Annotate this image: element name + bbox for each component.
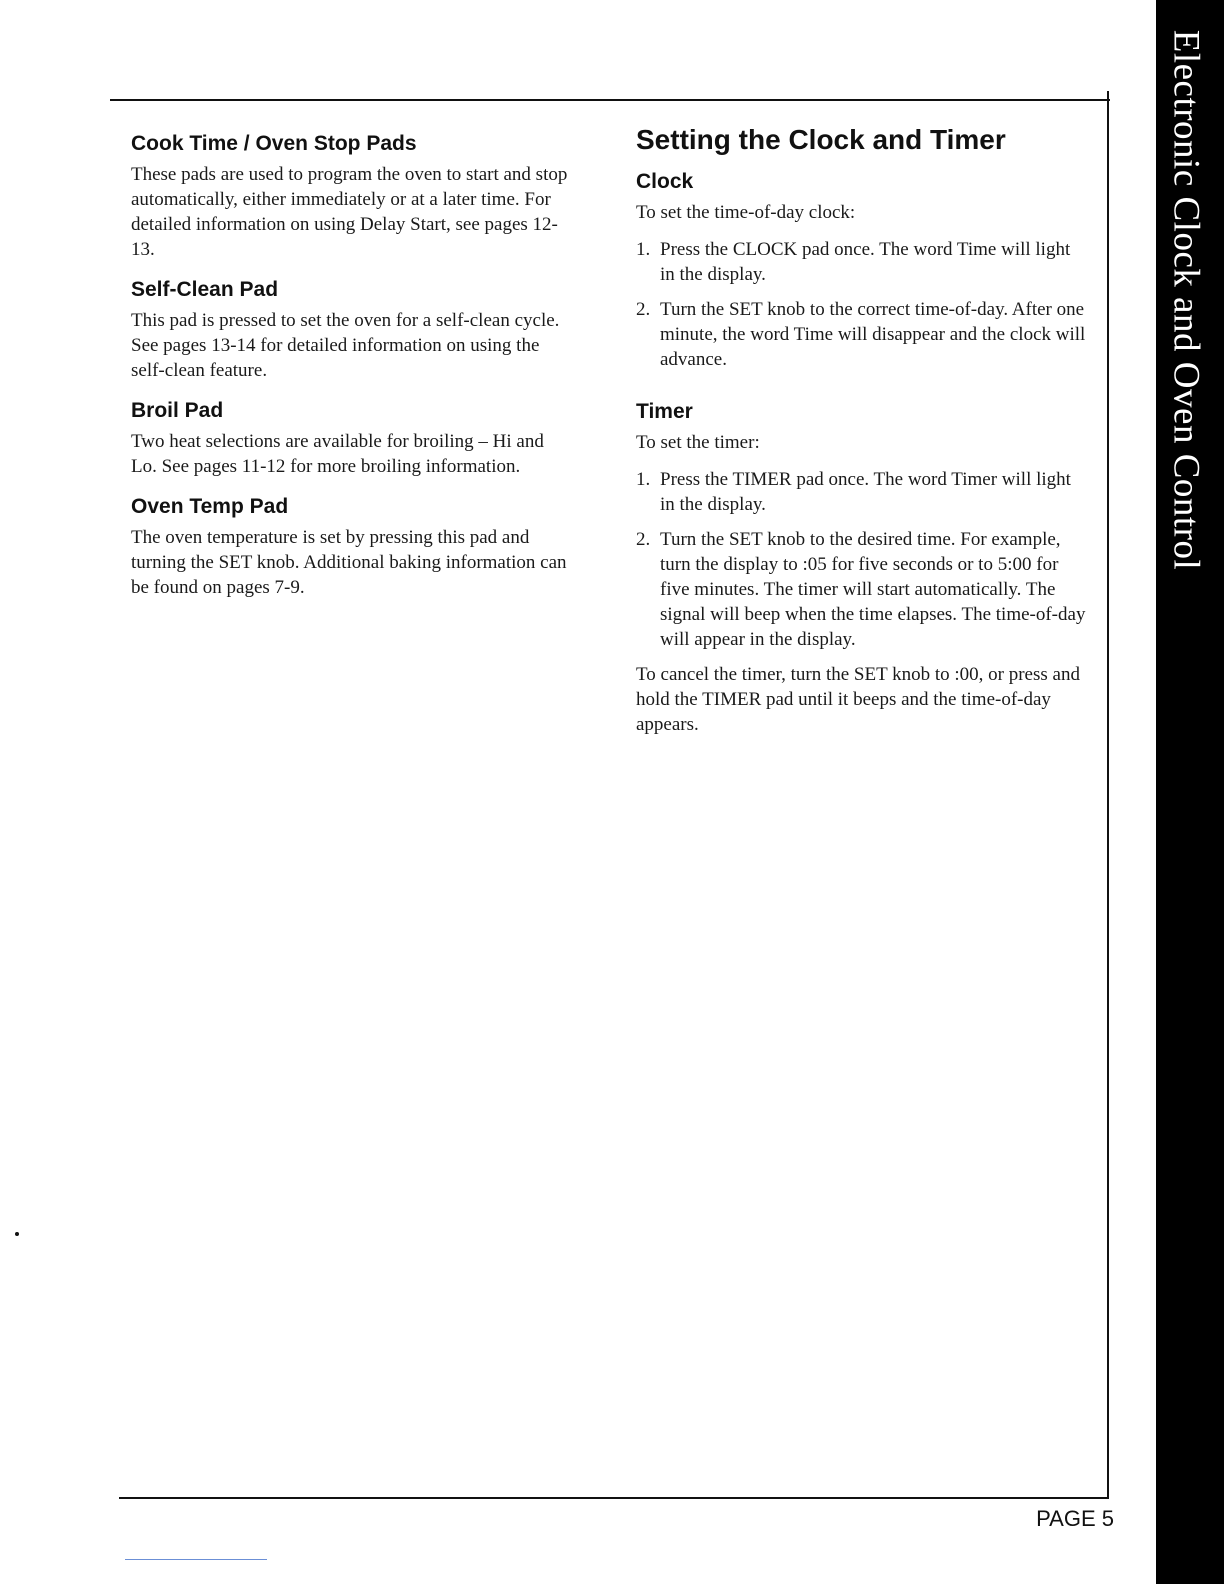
page-title: Setting the Clock and Timer <box>636 124 1006 155</box>
section-heading: Oven Temp Pad <box>131 495 289 518</box>
section-heading: Broil Pad <box>131 399 224 422</box>
page-number: PAGE 5 <box>1036 1506 1114 1531</box>
section-heading: Self-Clean Pad <box>131 278 279 301</box>
clock-intro: To set the time-of-day clock: <box>636 202 856 223</box>
clock-heading: Clock <box>636 170 694 193</box>
section-text: These pads are used to program the oven to start and stop automatically, either immediately or at a later time. For detailed information on using Delay Start, see pages 12-13. <box>131 164 568 260</box>
section-text: Two heat selections are available for broiling – Hi and Lo. See pages 11-12 for more broiling information. <box>131 431 544 477</box>
step-text: Press the CLOCK pad once. The word Time will light in the display. <box>660 239 1071 285</box>
top-rule <box>110 99 1110 101</box>
step-text: Turn the SET knob to the correct time-of-day. After one minute, the word Time will disappear and the clock will advance. <box>660 299 1086 370</box>
scan-artifact-dot <box>15 1232 19 1236</box>
left-column <box>131 132 571 616</box>
step-number: 1. <box>636 239 651 260</box>
side-tab-title: Electronic Clock and Oven Control <box>1165 29 1207 571</box>
section-broil <box>131 399 571 479</box>
list-item <box>636 527 1086 652</box>
step-text: Press the TIMER pad once. The word Timer will light in the display. <box>660 469 1071 515</box>
right-rule <box>1107 91 1109 1499</box>
section-text: The oven temperature is set by pressing this pad and turning the SET knob. Additional baking information can be found on pages 7-9. <box>131 527 567 598</box>
section-oven-temp <box>131 495 571 600</box>
section-cook-time <box>131 132 571 262</box>
list-item <box>636 237 1086 287</box>
timer-cancel-text: To cancel the timer, turn the SET knob to :00, or press and hold the TIMER pad until it beeps and the time-of-day appears. <box>636 664 1080 735</box>
clock-steps <box>636 237 1086 372</box>
list-item <box>636 297 1086 372</box>
section-heading: Cook Time / Oven Stop Pads <box>131 132 417 155</box>
step-number: 2. <box>636 529 651 550</box>
step-text: Turn the SET knob to the desired time. For example, turn the display to :05 for five seconds or to 5:00 for five minutes. The timer will start automatically. The signal will beep when the time elapses. The time-of-day will appear in the display. <box>660 529 1086 650</box>
step-number: 2. <box>636 299 651 320</box>
spacer <box>636 382 1086 400</box>
timer-heading: Timer <box>636 400 693 423</box>
section-self-clean <box>131 278 571 383</box>
timer-steps <box>636 467 1086 652</box>
scan-artifact-line <box>125 1559 267 1560</box>
timer-intro: To set the timer: <box>636 432 760 453</box>
bottom-rule <box>119 1497 1109 1499</box>
step-number: 1. <box>636 469 651 490</box>
section-text: This pad is pressed to set the oven for a self-clean cycle. See pages 13-14 for detailed information on using the self-clean feature. <box>131 310 560 381</box>
list-item <box>636 467 1086 517</box>
right-column <box>636 124 1086 737</box>
